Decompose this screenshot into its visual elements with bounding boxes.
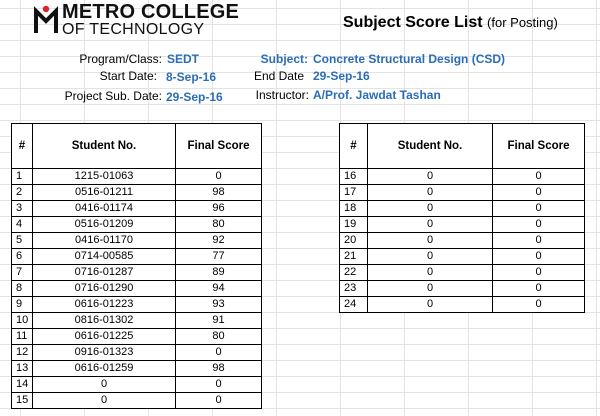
final-score-cell[interactable]: 98 xyxy=(176,361,262,377)
student-number-cell[interactable]: 0 xyxy=(33,393,176,409)
table-row xyxy=(340,265,585,281)
table-row xyxy=(340,169,585,185)
student-number-cell[interactable]: 0 xyxy=(33,377,176,393)
table-header-row xyxy=(340,124,585,169)
student-number-cell[interactable]: 0516-01211 xyxy=(33,185,176,201)
table-row xyxy=(12,217,262,233)
row-number-cell[interactable]: 7 xyxy=(12,265,33,281)
row-number-cell[interactable]: 22 xyxy=(340,265,368,281)
column-header-score[interactable]: Final Score xyxy=(176,124,262,169)
page-title-main: Subject Score List xyxy=(343,14,483,31)
student-number-cell[interactable]: 0 xyxy=(368,233,493,249)
student-number-cell[interactable]: 0 xyxy=(368,201,493,217)
row-number-cell[interactable]: 12 xyxy=(12,345,33,361)
student-number-cell[interactable]: 0616-01259 xyxy=(33,361,176,377)
row-number-cell[interactable]: 14 xyxy=(12,377,33,393)
final-score-cell[interactable]: 91 xyxy=(176,313,262,329)
student-number-cell[interactable]: 0 xyxy=(368,265,493,281)
row-number-cell[interactable]: 6 xyxy=(12,249,33,265)
student-number-cell[interactable]: 0 xyxy=(368,217,493,233)
program-value[interactable]: SEDT xyxy=(167,52,200,66)
table-row xyxy=(340,249,585,265)
logo-text-line1: METRO COLLEGE xyxy=(62,1,240,23)
row-number-cell[interactable]: 19 xyxy=(340,217,368,233)
score-table-left xyxy=(11,123,262,409)
row-number-cell[interactable]: 8 xyxy=(12,281,33,297)
table-row xyxy=(12,281,262,297)
final-score-cell[interactable]: 0 xyxy=(493,297,585,313)
table-row xyxy=(12,185,262,201)
table-row xyxy=(12,393,262,409)
column-header-number[interactable]: # xyxy=(340,124,368,169)
table-row xyxy=(12,169,262,185)
final-score-cell[interactable]: 0 xyxy=(176,345,262,361)
project-date-value[interactable]: 29-Sep-16 xyxy=(166,90,223,104)
student-number-cell[interactable]: 0416-01170 xyxy=(33,233,176,249)
student-number-cell[interactable]: 0416-01174 xyxy=(33,201,176,217)
row-number-cell[interactable]: 18 xyxy=(340,201,368,217)
final-score-cell[interactable]: 0 xyxy=(493,169,585,185)
subject-value[interactable]: Concrete Structural Design (CSD) xyxy=(313,52,506,66)
row-number-cell[interactable]: 1 xyxy=(12,169,33,185)
column-header-score[interactable]: Final Score xyxy=(493,124,585,169)
student-number-cell[interactable]: 0 xyxy=(368,249,493,265)
final-score-cell[interactable]: 0 xyxy=(493,265,585,281)
final-score-cell[interactable]: 0 xyxy=(493,185,585,201)
final-score-cell[interactable]: 0 xyxy=(176,393,262,409)
final-score-cell[interactable]: 80 xyxy=(176,329,262,345)
final-score-cell[interactable]: 98 xyxy=(176,185,262,201)
logo-text-line2: OF TECHNOLOGY xyxy=(62,21,205,38)
table-row xyxy=(340,217,585,233)
instructor-value[interactable]: A/Prof. Jawdat Tashan xyxy=(313,88,441,102)
student-number-cell[interactable]: 0616-01223 xyxy=(33,297,176,313)
final-score-cell[interactable]: 0 xyxy=(176,169,262,185)
student-number-cell[interactable]: 0 xyxy=(368,281,493,297)
student-number-cell[interactable]: 0816-01302 xyxy=(33,313,176,329)
final-score-cell[interactable]: 0 xyxy=(493,249,585,265)
final-score-cell[interactable]: 77 xyxy=(176,249,262,265)
row-number-cell[interactable]: 4 xyxy=(12,217,33,233)
student-number-cell[interactable]: 0716-01287 xyxy=(33,265,176,281)
column-header-number[interactable]: # xyxy=(12,124,33,169)
table-row xyxy=(12,313,262,329)
table-row xyxy=(12,361,262,377)
final-score-cell[interactable]: 93 xyxy=(176,297,262,313)
start-date-value[interactable]: 8-Sep-16 xyxy=(166,70,217,84)
final-score-cell[interactable]: 94 xyxy=(176,281,262,297)
table-row xyxy=(12,233,262,249)
student-number-cell[interactable]: 0516-01209 xyxy=(33,217,176,233)
final-score-cell[interactable]: 0 xyxy=(493,201,585,217)
student-number-cell[interactable]: 0616-01225 xyxy=(33,329,176,345)
row-number-cell[interactable]: 24 xyxy=(340,297,368,313)
start-date-label: Start Date: xyxy=(99,69,157,83)
table-row xyxy=(12,297,262,313)
final-score-cell[interactable]: 89 xyxy=(176,265,262,281)
score-table-right xyxy=(339,123,585,313)
table-row xyxy=(12,265,262,281)
row-number-cell[interactable]: 17 xyxy=(340,185,368,201)
table-row xyxy=(12,329,262,345)
final-score-cell[interactable]: 80 xyxy=(176,217,262,233)
row-number-cell[interactable]: 21 xyxy=(340,249,368,265)
table-row xyxy=(340,201,585,217)
table-row xyxy=(340,297,585,313)
row-number-cell[interactable]: 23 xyxy=(340,281,368,297)
row-number-cell[interactable]: 3 xyxy=(12,201,33,217)
page-title xyxy=(343,14,558,32)
row-number-cell[interactable]: 9 xyxy=(12,297,33,313)
column-header-student[interactable]: Student No. xyxy=(368,124,493,169)
page-title-sub: (for Posting) xyxy=(487,15,558,30)
student-number-cell[interactable]: 0716-01290 xyxy=(33,281,176,297)
table-row xyxy=(12,201,262,217)
row-number-cell[interactable]: 13 xyxy=(12,361,33,377)
final-score-cell[interactable]: 0 xyxy=(493,217,585,233)
table-row xyxy=(340,185,585,201)
row-number-cell[interactable]: 15 xyxy=(12,393,33,409)
student-number-cell[interactable]: 1215-01063 xyxy=(33,169,176,185)
row-number-cell[interactable]: 5 xyxy=(12,233,33,249)
row-number-cell[interactable]: 11 xyxy=(12,329,33,345)
logo-mark-icon xyxy=(34,5,58,35)
column-header-student[interactable]: Student No. xyxy=(33,124,176,169)
student-number-cell[interactable]: 0714-00585 xyxy=(33,249,176,265)
student-number-cell[interactable]: 0 xyxy=(368,169,493,185)
college-logo xyxy=(34,2,244,40)
row-number-cell[interactable]: 2 xyxy=(12,185,33,201)
end-date-value[interactable]: 29-Sep-16 xyxy=(313,69,370,83)
table-row xyxy=(12,345,262,361)
table-row xyxy=(12,249,262,265)
student-number-cell[interactable]: 0 xyxy=(368,297,493,313)
final-score-cell[interactable]: 0 xyxy=(176,377,262,393)
final-score-cell[interactable]: 0 xyxy=(493,281,585,297)
table-row xyxy=(340,281,585,297)
final-score-cell[interactable]: 92 xyxy=(176,233,262,249)
final-score-cell[interactable]: 0 xyxy=(493,233,585,249)
row-number-cell[interactable]: 10 xyxy=(12,313,33,329)
table-row xyxy=(12,377,262,393)
end-date-label: End Date xyxy=(253,69,304,83)
subject-label: Subject: xyxy=(260,52,308,66)
table-row xyxy=(340,233,585,249)
student-number-cell[interactable]: 0 xyxy=(368,185,493,201)
project-date-label: Project Sub. Date: xyxy=(64,89,162,103)
final-score-cell[interactable]: 96 xyxy=(176,201,262,217)
program-label: Program/Class: xyxy=(79,52,162,66)
student-number-cell[interactable]: 0916-01323 xyxy=(33,345,176,361)
row-number-cell[interactable]: 20 xyxy=(340,233,368,249)
table-header-row xyxy=(12,124,262,169)
instructor-label: Instructor: xyxy=(255,88,309,102)
row-number-cell[interactable]: 16 xyxy=(340,169,368,185)
